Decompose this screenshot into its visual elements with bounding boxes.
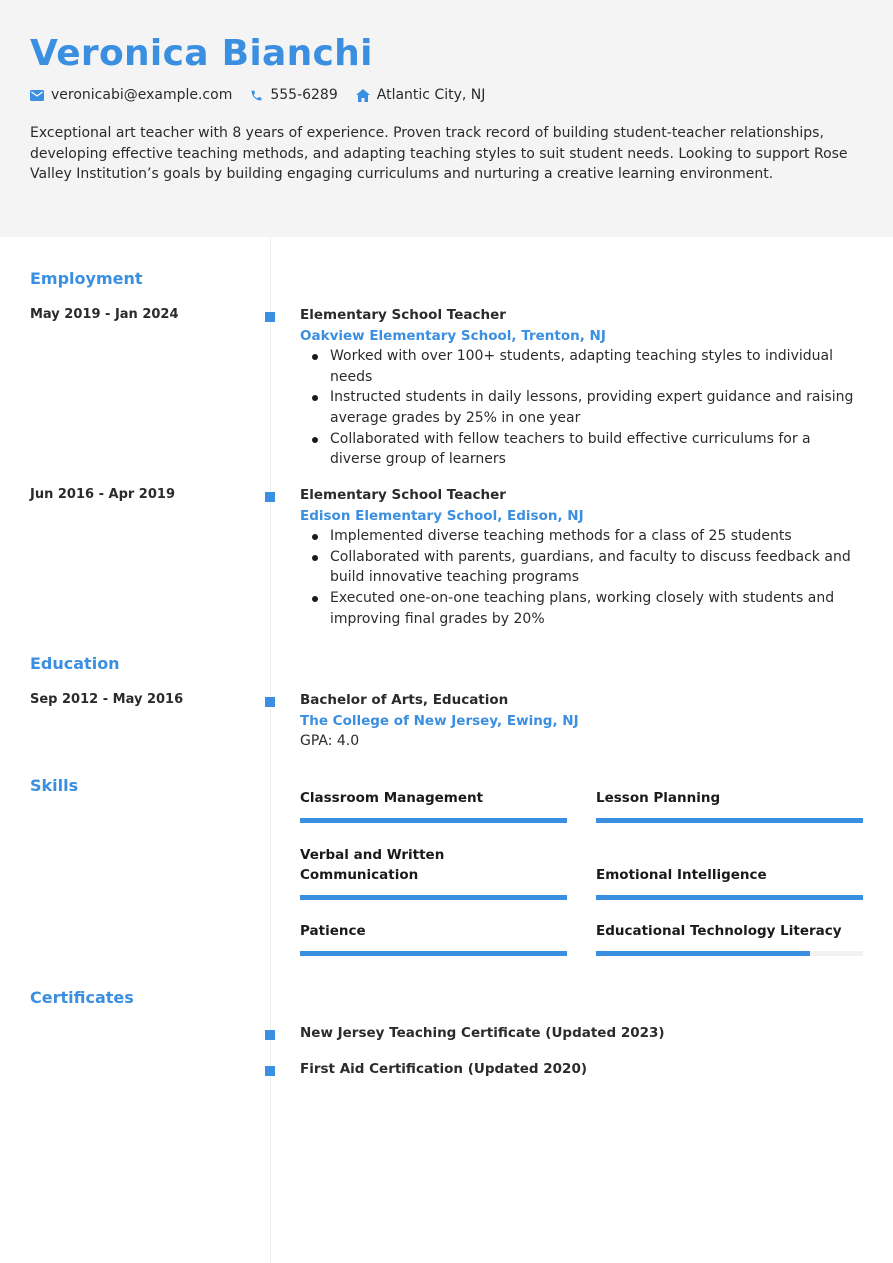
candidate-name: Veronica Bianchi (30, 33, 373, 74)
degree: Bachelor of Arts, Education (300, 692, 509, 708)
employment-dates: May 2019 - Jan 2024 (30, 307, 179, 322)
employer: Edison Elementary School, Edison, NJ (300, 507, 584, 524)
employment-entry (300, 485, 865, 629)
list-item: Instructed students in daily lessons, providing expert guidance and raising average grades by 25% in one year (300, 387, 865, 428)
section-title-certificates: Certificates (30, 988, 134, 1007)
skill-bar (596, 818, 863, 823)
section-title-skills: Skills (30, 776, 79, 795)
gpa: GPA: 4.0 (300, 733, 360, 750)
certificate-item: First Aid Certification (Updated 2020) (300, 1061, 588, 1077)
email-text[interactable]: veronicabi@example.com (51, 87, 233, 103)
skill-bar-fill (596, 818, 863, 823)
skill-bar (300, 951, 567, 956)
job-title: Elementary School Teacher (300, 487, 506, 503)
employer: Oakview Elementary School, Trenton, NJ (300, 327, 606, 344)
skill-item (300, 780, 567, 823)
skill-bar (300, 895, 567, 900)
contact-email (30, 87, 232, 103)
home-icon (356, 89, 370, 102)
timeline-marker (265, 697, 275, 707)
skill-item (596, 913, 863, 956)
employment-dates: Jun 2016 - Apr 2019 (30, 487, 175, 502)
contact-info (30, 84, 503, 106)
timeline-marker (265, 1030, 275, 1040)
timeline-marker (265, 492, 275, 502)
skill-bar-fill (300, 951, 567, 956)
header (0, 0, 893, 237)
school: The College of New Jersey, Ewing, NJ (300, 712, 579, 729)
skill-bar-fill (596, 895, 863, 900)
phone-icon (250, 89, 263, 102)
phone-text[interactable]: 555-6289 (270, 87, 338, 103)
email-icon (30, 90, 44, 101)
skill-name: Patience (300, 923, 366, 940)
employment-entry (300, 305, 865, 470)
skill-name: Educational Technology Literacy (596, 923, 842, 940)
summary: Exceptional art teacher with 8 years of experience. Proven track record of building student-teacher relationships, developing effective teaching methods, and adapting teaching styles to suit student needs. Looking to support Rose Valley Institution’s goals by building engaging curriculums and nurturing a creative learning environment. (30, 125, 848, 183)
skill-item (300, 840, 567, 900)
skill-name: Verbal and Written Communication (300, 846, 445, 884)
list-item: Executed one-on-one teaching plans, working closely with students and improving final grades by 20% (300, 588, 865, 629)
contact-location (356, 87, 486, 103)
timeline-marker (265, 312, 275, 322)
skill-item (300, 913, 567, 956)
timeline-marker (265, 1066, 275, 1076)
skill-name: Lesson Planning (596, 790, 721, 807)
list-item: Worked with over 100+ students, adapting teaching styles to individual needs (300, 346, 865, 387)
skill-bar-fill (596, 951, 810, 956)
skill-item (596, 840, 863, 900)
section-title-education: Education (30, 654, 120, 673)
timeline-divider (270, 237, 271, 1263)
skill-bar-fill (300, 895, 567, 900)
list-item: Collaborated with fellow teachers to build effective curriculums for a diverse group of learners (300, 429, 865, 470)
location-text: Atlantic City, NJ (376, 87, 486, 103)
list-item: Collaborated with parents, guardians, and faculty to discuss feedback and build innovative teaching programs (300, 547, 865, 588)
job-bullets (300, 346, 865, 470)
education-entry (300, 690, 865, 752)
job-bullets (300, 526, 865, 629)
skill-name: Classroom Management (300, 790, 484, 807)
job-title: Elementary School Teacher (300, 307, 506, 323)
skill-bar-fill (300, 818, 567, 823)
skill-bar (596, 951, 863, 956)
education-dates: Sep 2012 - May 2016 (30, 692, 184, 707)
skill-name: Emotional Intelligence (596, 867, 767, 884)
skill-bar (596, 895, 863, 900)
contact-phone (250, 87, 337, 103)
list-item: Implemented diverse teaching methods for a class of 25 students (300, 526, 865, 547)
skill-item (596, 780, 863, 823)
skill-bar (300, 818, 567, 823)
certificate-item: New Jersey Teaching Certificate (Updated 2023) (300, 1025, 665, 1041)
section-title-employment: Employment (30, 269, 143, 288)
